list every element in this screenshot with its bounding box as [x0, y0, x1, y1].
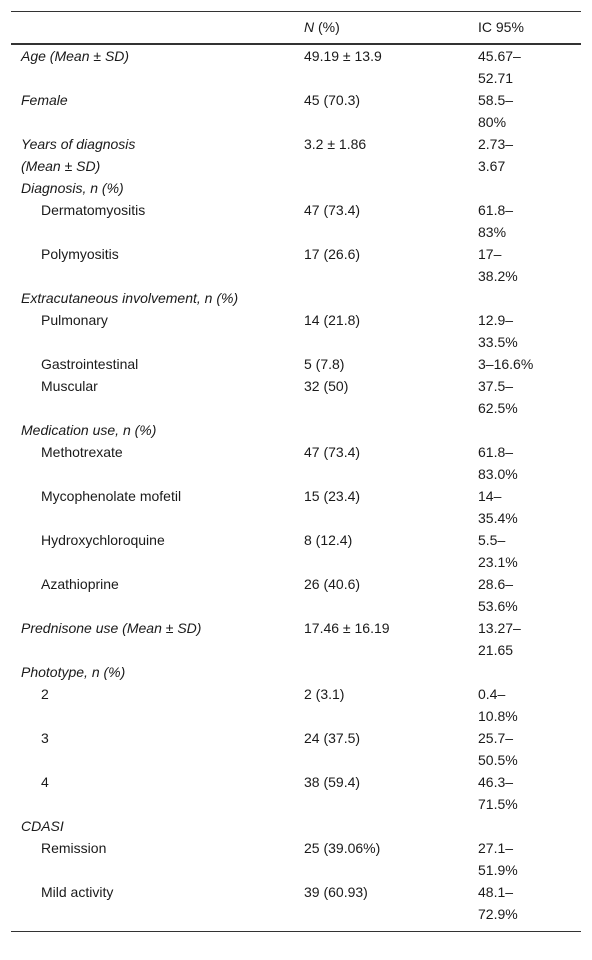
row-ci-value: 37.5– 62.5%: [478, 377, 518, 416]
row-ci-value: 13.27– 21.65: [478, 619, 521, 658]
row-n-value: 47 (73.4): [304, 443, 361, 460]
row-n-value: 14 (21.8): [304, 311, 361, 328]
table-row: [11, 573, 581, 617]
row-ci-value: [468, 177, 581, 199]
row-n-value: 17.46 ± 16.19: [304, 619, 390, 636]
row-ci-value: 14– 35.4%: [478, 487, 518, 526]
table-container: [11, 11, 581, 932]
row-n-value: 5 (7.8): [304, 355, 345, 372]
row-label: Phototype, n (%): [21, 663, 126, 680]
table-row: [11, 881, 581, 932]
table-row: [11, 199, 581, 243]
row-label: Methotrexate: [41, 443, 123, 460]
row-n-value: 32 (50): [304, 377, 349, 394]
row-n-value: 26 (40.6): [304, 575, 361, 592]
table-row: [11, 353, 581, 375]
row-n-value: 17 (26.6): [304, 245, 361, 262]
row-n-value: 8 (12.4): [304, 531, 353, 548]
row-ci-value: [468, 287, 581, 309]
table-row: [11, 419, 581, 441]
row-n-value: 15 (23.4): [304, 487, 361, 504]
row-n-value: [294, 287, 468, 309]
table-row: [11, 815, 581, 837]
row-n-value: [294, 815, 468, 837]
header-n-column: [294, 12, 468, 44]
row-ci-value: 46.3– 71.5%: [478, 773, 518, 812]
table-row: [11, 243, 581, 287]
row-n-value: 45 (70.3): [304, 91, 361, 108]
row-label: Hydroxychloroquine: [41, 531, 165, 548]
row-ci-value: 3–16.6%: [478, 355, 534, 372]
row-label: 4: [41, 773, 49, 790]
row-label: Diagnosis, n (%): [21, 179, 124, 196]
row-n-value: 24 (37.5): [304, 729, 361, 746]
row-ci-value: 12.9– 33.5%: [478, 311, 518, 350]
row-ci-value: 48.1– 72.9%: [468, 881, 581, 932]
row-label: Pulmonary: [41, 311, 108, 328]
header-label-column: [11, 12, 294, 44]
row-ci-value: 27.1– 51.9%: [478, 839, 518, 878]
table-row: [11, 727, 581, 771]
row-n-value: 39 (60.93): [294, 881, 468, 932]
row-ci-value: [468, 661, 581, 683]
row-ci-value: [468, 815, 581, 837]
table-row: [11, 89, 581, 133]
characteristics-table: [11, 11, 581, 932]
table-row: [11, 617, 581, 661]
row-label: Medication use, n (%): [21, 421, 157, 438]
row-label: Gastrointestinal: [41, 355, 139, 372]
table-row: [11, 44, 581, 89]
row-label: Azathioprine: [41, 575, 119, 592]
row-ci-value: 25.7– 50.5%: [478, 729, 518, 768]
row-label: Mild activity: [11, 881, 294, 932]
row-n-value: [294, 177, 468, 199]
row-label: Female: [21, 91, 68, 108]
table-body: [11, 44, 581, 932]
row-label: Extracutaneous involvement, n (%): [21, 289, 239, 306]
header-n-percent: (%): [314, 19, 340, 36]
table-row: [11, 661, 581, 683]
header-n-letter: N: [304, 19, 315, 36]
row-n-value: 25 (39.06%): [304, 839, 381, 856]
row-ci-value: 0.4– 10.8%: [478, 685, 518, 724]
row-label: Remission: [41, 839, 107, 856]
table-row: [11, 485, 581, 529]
row-ci-value: 61.8– 83%: [478, 201, 514, 240]
row-ci-value: 17– 38.2%: [478, 245, 518, 284]
row-label: 3: [41, 729, 49, 746]
row-n-value: [294, 661, 468, 683]
table-row: [11, 837, 581, 881]
header-ci-column: IC 95%: [468, 12, 581, 44]
table-row: [11, 133, 581, 177]
row-label: CDASI: [21, 817, 64, 834]
table-header: [11, 12, 581, 44]
table-row: [11, 683, 581, 727]
row-label: Age (Mean ± SD): [21, 47, 130, 64]
row-n-value: 3.2 ± 1.86: [304, 135, 367, 152]
row-label: 2: [41, 685, 49, 702]
table-row: [11, 441, 581, 485]
row-n-value: [294, 419, 468, 441]
row-ci-value: 61.8– 83.0%: [478, 443, 518, 482]
row-n-value: 2 (3.1): [304, 685, 345, 702]
row-ci-value: 58.5– 80%: [478, 91, 514, 130]
row-label: Prednisone use (Mean ± SD): [21, 619, 202, 636]
row-label: Mycophenolate mofetil: [41, 487, 182, 504]
row-label: Polymyositis: [41, 245, 119, 262]
row-n-value: 47 (73.4): [304, 201, 361, 218]
row-label: Dermatomyositis: [41, 201, 146, 218]
row-n-value: 38 (59.4): [304, 773, 361, 790]
row-ci-value: 2.73– 3.67: [478, 135, 514, 174]
row-n-value: 49.19 ± 13.9: [304, 47, 382, 64]
row-ci-value: [468, 419, 581, 441]
row-ci-value: 45.67– 52.71: [478, 47, 521, 86]
table-row: [11, 309, 581, 353]
table-row: [11, 375, 581, 419]
row-label: Muscular: [41, 377, 98, 394]
row-ci-value: 5.5– 23.1%: [478, 531, 518, 570]
table-row: [11, 177, 581, 199]
row-label: Years of diagnosis (Mean ± SD): [21, 135, 136, 174]
table-row: [11, 287, 581, 309]
header-row: [11, 12, 581, 44]
row-ci-value: 28.6– 53.6%: [478, 575, 518, 614]
table-row: [11, 529, 581, 573]
table-row: [11, 771, 581, 815]
